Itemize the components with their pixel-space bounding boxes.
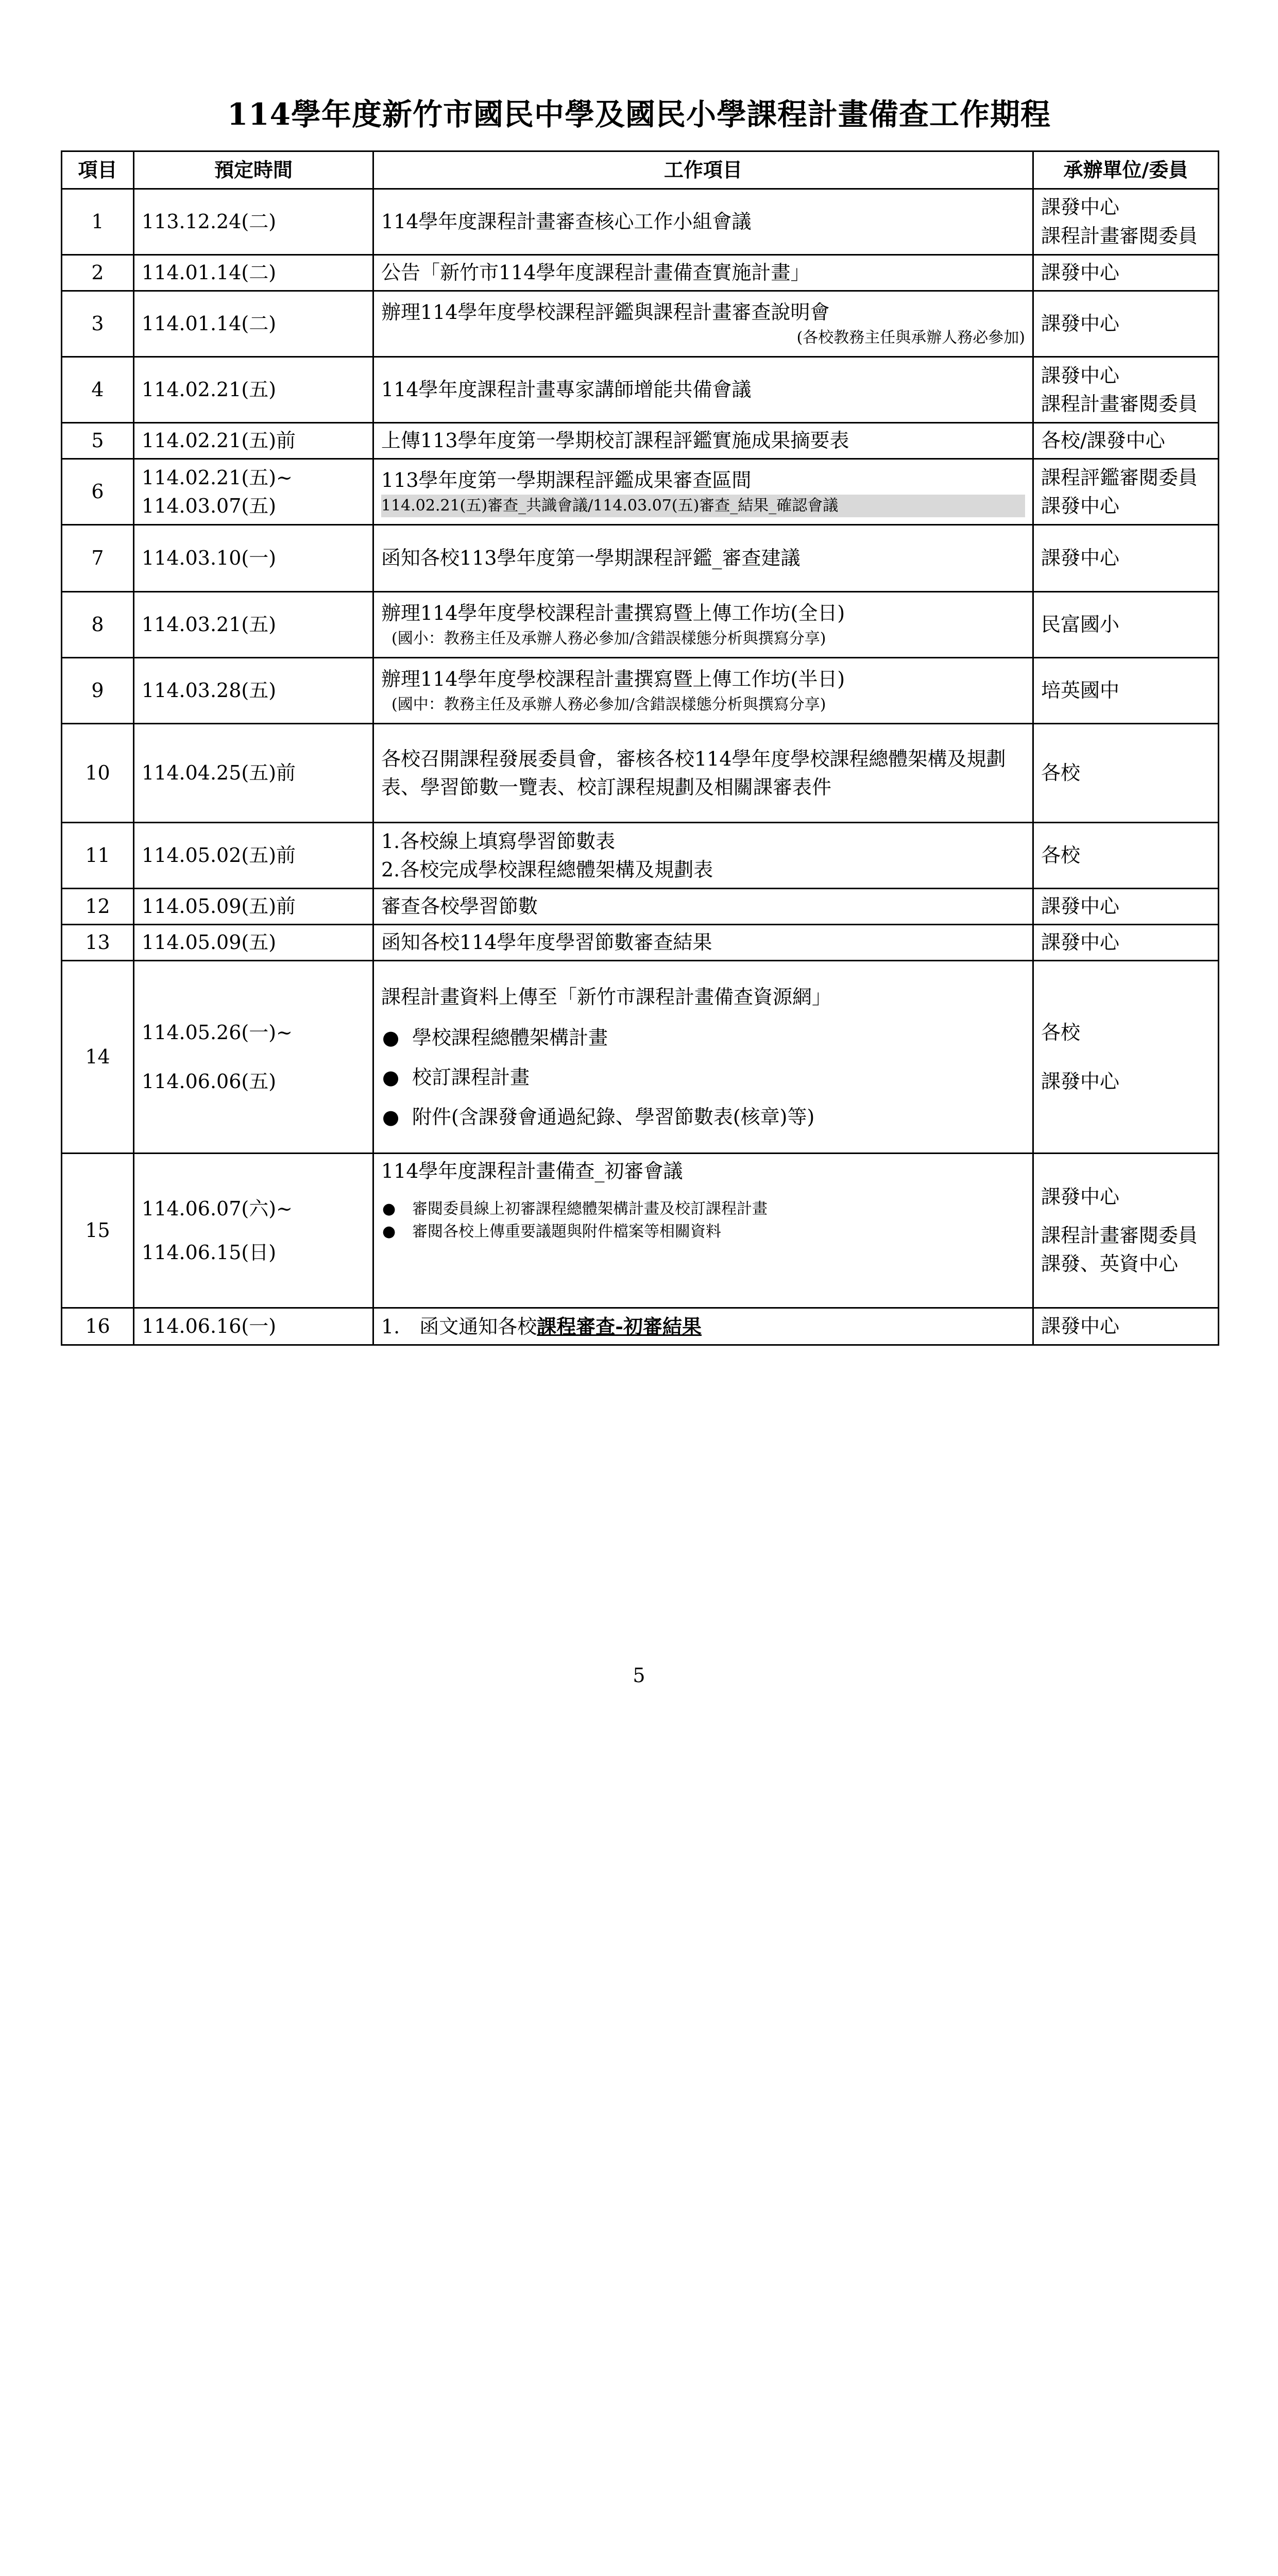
highlighted-note: 114.02.21(五)審查_共識會議/114.03.07(五)審查_結果_確認會議	[381, 495, 1025, 517]
row-unit: 課發中心	[1033, 1308, 1219, 1345]
table-row	[62, 658, 1219, 724]
row-task: 辦理114學年度學校課程評鑑與課程計畫審查說明會 (各校教務主任與承辦人務必參加)	[373, 291, 1033, 357]
row-no: 9	[62, 658, 134, 724]
row-time: 114.03.10(一)	[134, 525, 373, 592]
table-row	[62, 889, 1219, 925]
row-unit: 課發中心 課程計畫審閱委員	[1033, 189, 1219, 255]
row-unit: 課發中心	[1033, 925, 1219, 961]
row-no: 5	[62, 423, 134, 459]
table-row	[62, 1308, 1219, 1345]
bullet-item: ● 審閱各校上傳重要議題與附件檔案等相關資料	[381, 1221, 1025, 1243]
row-unit: 課發中心	[1033, 291, 1219, 357]
row-unit: 課發中心	[1033, 255, 1219, 291]
page-number: 5	[633, 1664, 645, 1687]
row-task: 114學年度課程計畫專家講師增能共備會議	[373, 357, 1033, 423]
table-row	[62, 961, 1219, 1154]
row-no: 2	[62, 255, 134, 291]
bullet-item: ● 學校課程總體架構計畫	[381, 1024, 1025, 1052]
table-row	[62, 925, 1219, 961]
row-task: 審查各校學習節數	[373, 889, 1033, 925]
header-no: 項目	[62, 151, 134, 189]
emphasized-text: 課程審查-初審結果	[537, 1314, 702, 1338]
row-task: 各校召開課程發展委員會，審核各校114學年度學校課程總體架構及規劃表、學習節數一覽表、校訂課程規劃及相關課審表件	[373, 724, 1033, 823]
row-no: 16	[62, 1308, 134, 1345]
row-unit: 課發中心 課程計畫審閱委員 課發、英資中心	[1033, 1154, 1219, 1308]
row-time: 114.05.09(五)前	[134, 889, 373, 925]
row-no: 11	[62, 823, 134, 889]
row-task: 課程計畫資料上傳至「新竹市課程計畫備查資源網」 ● 學校課程總體架構計畫 ● 校訂課程計畫 ● 附件(含課發會通過紀錄、學習節數表(核章)等)	[373, 961, 1033, 1154]
bullet-item: ● 附件(含課發會通過紀錄、學習節數表(核章)等)	[381, 1103, 1025, 1131]
table-row	[62, 291, 1219, 357]
table-row	[62, 724, 1219, 823]
row-unit: 各校 課發中心	[1033, 961, 1219, 1154]
row-time: 114.02.21(五)前	[134, 423, 373, 459]
page-6	[0, 1807, 1278, 2576]
row-time: 114.02.21(五)	[134, 357, 373, 423]
header-time: 預定時間	[134, 151, 373, 189]
table-row	[62, 423, 1219, 459]
header-unit: 承辦單位/委員	[1033, 151, 1219, 189]
row-time: 114.05.02(五)前	[134, 823, 373, 889]
row-time: 114.01.14(二)	[134, 291, 373, 357]
row-no: 12	[62, 889, 134, 925]
row-no: 7	[62, 525, 134, 592]
row-task: 1.各校線上填寫學習節數表 2.各校完成學校課程總體架構及規劃表	[373, 823, 1033, 889]
row-task: 函知各校114學年度學習節數審查結果	[373, 925, 1033, 961]
row-time: 114.04.25(五)前	[134, 724, 373, 823]
row-unit: 培英國中	[1033, 658, 1219, 724]
table-row	[62, 255, 1219, 291]
row-unit: 課發中心	[1033, 889, 1219, 925]
row-unit: 課程評鑑審閱委員 課發中心	[1033, 459, 1219, 525]
bullet-item: ● 校訂課程計畫	[381, 1063, 1025, 1092]
row-task: 公告「新竹市114學年度課程計畫備查實施計畫」	[373, 255, 1033, 291]
table-row	[62, 189, 1219, 255]
row-unit: 各校	[1033, 823, 1219, 889]
row-no: 8	[62, 592, 134, 658]
row-task: 上傳113學年度第一學期校訂課程評鑑實施成果摘要表	[373, 423, 1033, 459]
bullet-item: ● 審閱委員線上初審課程總體架構計畫及校訂課程計畫	[381, 1198, 1025, 1221]
document-title: 114學年度新竹市國民中學及國民小學課程計畫備查工作期程	[227, 97, 1051, 132]
table-row	[62, 357, 1219, 423]
row-task: 113學年度第一學期課程評鑑成果審查區間 114.02.21(五)審查_共識會議/114.03.07(五)審查_結果_確認會議	[373, 459, 1033, 525]
row-task: 114學年度課程計畫審查核心工作小組會議	[373, 189, 1033, 255]
row-time: 114.03.21(五)	[134, 592, 373, 658]
row-time: 113.12.24(二)	[134, 189, 373, 255]
row-unit: 民富國小	[1033, 592, 1219, 658]
table-row	[62, 459, 1219, 525]
row-time: 114.03.28(五)	[134, 658, 373, 724]
row-task: 1. 函文通知各校課程審查-初審結果	[373, 1308, 1033, 1345]
header-task: 工作項目	[373, 151, 1033, 189]
row-time: 114.05.26(一)~ 114.06.06(五)	[134, 961, 373, 1154]
table-row	[62, 592, 1219, 658]
table-row	[62, 823, 1219, 889]
row-no: 6	[62, 459, 134, 525]
row-no: 1	[62, 189, 134, 255]
row-task: 114學年度課程計畫備查_初審會議 ● 審閱委員線上初審課程總體架構計畫及校訂課程計畫 ● 審閱各校上傳重要議題與附件檔案等相關資料	[373, 1154, 1033, 1308]
row-no: 3	[62, 291, 134, 357]
row-note: (國中：教務主任及承辦人務必參加/含錯誤樣態分析與撰寫分享)	[391, 696, 826, 714]
row-no: 4	[62, 357, 134, 423]
row-no: 10	[62, 724, 134, 823]
row-unit: 課發中心	[1033, 525, 1219, 592]
row-task: 辦理114學年度學校課程計畫撰寫暨上傳工作坊(全日) (國小：教務主任及承辦人務必參加/含錯誤樣態分析與撰寫分享)	[373, 592, 1033, 658]
row-time: 114.02.21(五)~ 114.03.07(五)	[134, 459, 373, 525]
row-time: 114.01.14(二)	[134, 255, 373, 291]
row-unit: 課發中心 課程計畫審閱委員	[1033, 357, 1219, 423]
table-row	[62, 525, 1219, 592]
row-no: 15	[62, 1154, 134, 1308]
schedule-table-page-5	[61, 150, 1219, 1346]
row-unit: 各校	[1033, 724, 1219, 823]
row-note: (各校教務主任與承辦人務必參加)	[796, 329, 1025, 347]
row-no: 13	[62, 925, 134, 961]
table-header-row	[62, 151, 1219, 189]
row-note: (國小：教務主任及承辦人務必參加/含錯誤樣態分析與撰寫分享)	[391, 630, 826, 648]
row-task: 辦理114學年度學校課程計畫撰寫暨上傳工作坊(半日) (國中：教務主任及承辦人務必參加/含錯誤樣態分析與撰寫分享)	[373, 658, 1033, 724]
row-unit: 各校/課發中心	[1033, 423, 1219, 459]
row-time: 114.06.16(一)	[134, 1308, 373, 1345]
row-no: 14	[62, 961, 134, 1154]
row-time: 114.05.09(五)	[134, 925, 373, 961]
table-row	[62, 1154, 1219, 1308]
row-time: 114.06.07(六)~ 114.06.15(日)	[134, 1154, 373, 1308]
row-task: 函知各校113學年度第一學期課程評鑑_審查建議	[373, 525, 1033, 592]
